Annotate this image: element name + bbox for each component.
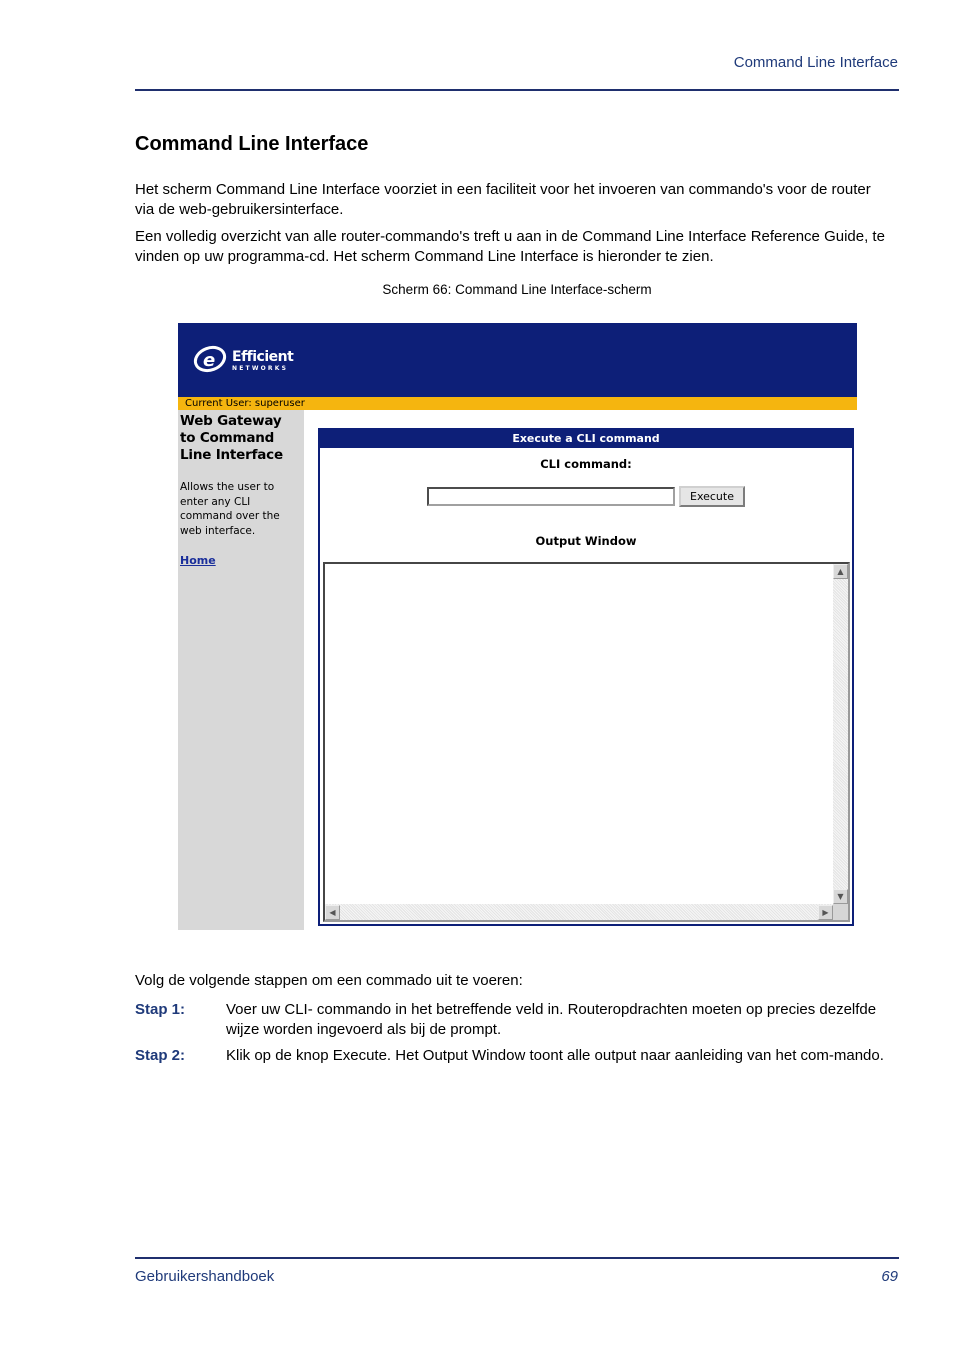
horizontal-scrollbar[interactable] [325, 904, 833, 920]
figure-caption: Scherm 66: Command Line Interface-scherm [382, 282, 652, 297]
vertical-scrollbar[interactable] [833, 564, 848, 904]
svg-text:e: e [203, 350, 216, 371]
steps-intro: Volg de volgende stappen om een commado uit te voeren: [135, 972, 523, 989]
scroll-right-icon[interactable]: ▶ [818, 905, 833, 920]
intro-paragraph: Het scherm Command Line Interface voorziet in een faciliteit voor het invoeren van commando's voor de router via de web-gebruikersinterface. [135, 181, 871, 218]
cli-command-input[interactable] [427, 487, 675, 506]
scroll-left-icon[interactable]: ◀ [325, 905, 340, 920]
scrollbar-corner [833, 904, 848, 920]
sidebar-description: Allows the user to enter any CLI command over the web interface. [180, 481, 280, 537]
scroll-down-icon[interactable]: ▼ [833, 889, 848, 904]
cli-panel [318, 428, 854, 926]
running-header: Command Line Interface [733, 54, 898, 71]
logo-e-icon [193, 345, 227, 373]
scroll-up-icon[interactable]: ▲ [833, 564, 848, 579]
output-textarea[interactable] [325, 564, 833, 904]
page-number: 69 [881, 1268, 898, 1285]
section-title: Command Line Interface [135, 133, 369, 155]
cli-screenshot [178, 323, 857, 930]
footer-rule [135, 1257, 899, 1259]
logo-sub: NETWORKS [232, 365, 289, 372]
sidebar-heading: Web Gateway to Command Line Interface [180, 413, 283, 463]
step-text: Klik op de knop Execute. Het Output Window toont alle output naar aanleiding van het com-mando. [226, 1047, 884, 1064]
banner [178, 323, 857, 397]
sidebar [178, 410, 304, 930]
current-user-bar: Current User: superuser [178, 397, 857, 410]
step-label: Stap 2: [135, 1047, 186, 1064]
step-text: Voer uw CLI- commando in het betreffende veld in. Routeropdrachten moeten op precies dezelfde wijze worden ingevoerd als bij de prompt. [226, 1001, 877, 1038]
output-window-label: Output Window [535, 534, 637, 548]
header-rule [135, 89, 899, 91]
cli-panel-header: Execute a CLI command [320, 430, 852, 448]
logo-word: Efficient [232, 349, 294, 365]
cli-command-label: CLI command: [540, 457, 632, 471]
output-window [323, 562, 850, 922]
execute-button[interactable]: Execute [679, 486, 745, 507]
step-label: Stap 1: [135, 1001, 186, 1018]
reference-paragraph: Een volledig overzicht van alle router-commando's treft u aan in de Command Line Interface Reference Guide, te vinden op uw programma-cd. Het scherm Command Line Interface is hieronder te zien. [135, 228, 885, 265]
efficient-networks-logo [193, 343, 303, 377]
home-link[interactable]: Home [180, 554, 216, 567]
footer-title: Gebruikershandboek [135, 1268, 275, 1285]
